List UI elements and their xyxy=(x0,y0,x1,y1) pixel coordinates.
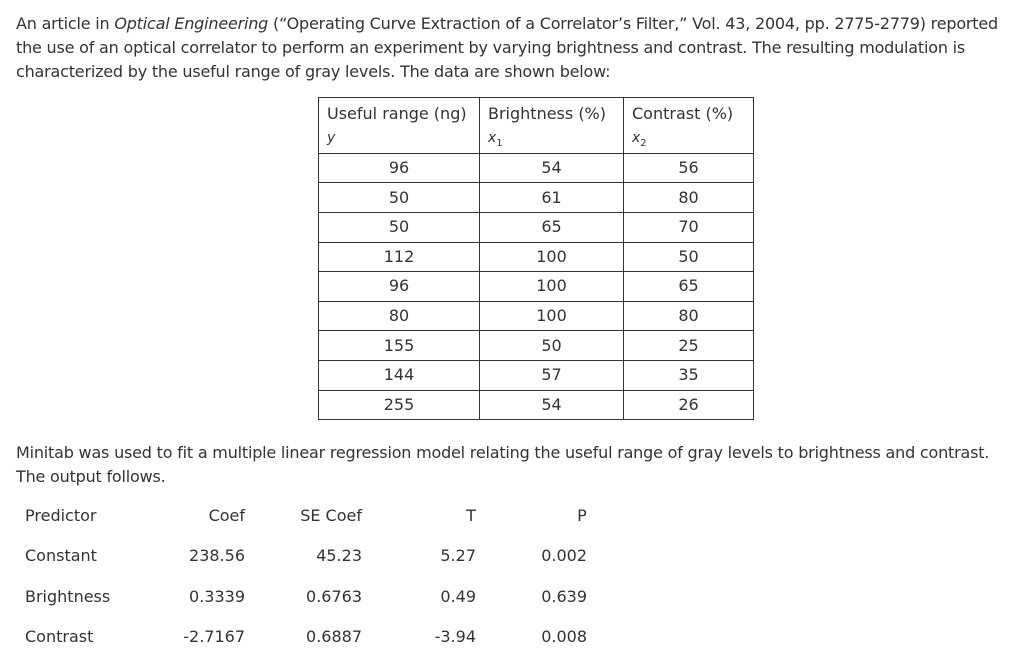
output-p: 0.002 xyxy=(541,546,587,565)
cell-useful-range: 50 xyxy=(319,212,480,242)
cell-useful-range: 112 xyxy=(319,242,480,272)
cell-contrast: 80 xyxy=(624,183,754,213)
output-se-coef: 0.6887 xyxy=(306,627,362,646)
table-row xyxy=(319,360,754,390)
cell-useful-range: 96 xyxy=(319,272,480,302)
output-se-coef: 0.6763 xyxy=(306,587,362,606)
table-row xyxy=(319,272,754,302)
cell-brightness: 100 xyxy=(480,272,624,302)
cell-contrast: 80 xyxy=(624,301,754,331)
intro-paragraph xyxy=(16,12,1012,84)
cell-brightness: 50 xyxy=(480,331,624,361)
cell-brightness: 100 xyxy=(480,242,624,272)
output-predictor: Contrast xyxy=(25,627,94,646)
table-row xyxy=(319,153,754,183)
cell-contrast: 56 xyxy=(624,153,754,183)
cell-contrast: 50 xyxy=(624,242,754,272)
cell-brightness: 54 xyxy=(480,390,624,420)
table-row xyxy=(319,331,754,361)
cell-useful-range: 144 xyxy=(319,360,480,390)
cell-brightness: 65 xyxy=(480,212,624,242)
header-useful-range xyxy=(319,98,480,154)
output-header-t: T xyxy=(466,506,476,525)
header-brightness xyxy=(480,98,624,154)
intro-text-before: An article in xyxy=(16,14,115,33)
table-row xyxy=(319,212,754,242)
output-header-predictor: Predictor xyxy=(25,506,97,525)
output-header-se-coef: SE Coef xyxy=(300,506,362,525)
header-name: Brightness (%) xyxy=(488,104,606,123)
header-contrast xyxy=(624,98,754,154)
cell-contrast: 70 xyxy=(624,212,754,242)
output-header-coef: Coef xyxy=(208,506,245,525)
table-row xyxy=(319,183,754,213)
cell-brightness: 61 xyxy=(480,183,624,213)
cell-useful-range: 96 xyxy=(319,153,480,183)
table-row xyxy=(319,301,754,331)
table-row xyxy=(319,242,754,272)
cell-contrast: 26 xyxy=(624,390,754,420)
header-name: Contrast (%) xyxy=(632,104,734,123)
table-row xyxy=(319,390,754,420)
output-t: 0.49 xyxy=(440,587,476,606)
output-se-coef: 45.23 xyxy=(316,546,362,565)
journal-name: Optical Engineering xyxy=(114,14,269,33)
output-predictor: Constant xyxy=(25,546,97,565)
data-table-header-row xyxy=(319,98,754,154)
output-t: -3.94 xyxy=(434,627,476,646)
cell-contrast: 65 xyxy=(624,272,754,302)
output-t: 5.27 xyxy=(440,546,476,565)
cell-brightness: 100 xyxy=(480,301,624,331)
cell-useful-range: 80 xyxy=(319,301,480,331)
cell-useful-range: 155 xyxy=(319,331,480,361)
output-coef: -2.7167 xyxy=(183,627,245,646)
header-symbol: $x_1$ xyxy=(488,130,503,149)
cell-brightness: 54 xyxy=(480,153,624,183)
minitab-paragraph: Minitab was used to fit a multiple linear regression model relating the useful range of gray levels to brightness and contrast. The output follows. xyxy=(16,443,990,486)
header-name: Useful range (ng) xyxy=(327,104,467,123)
output-coef: 238.56 xyxy=(189,546,245,565)
intro-text-after: (“Operating Curve Extraction of a Correlator’s Filter,” Vol. 43, 2004, pp. 2775-2779) reported the use of an optical correlator to perform an experiment by varying brightness and contrast. The resulting modulation is characterized by the useful range of gray levels. The data are shown below: xyxy=(16,14,998,81)
output-p: 0.639 xyxy=(541,587,587,606)
data-table xyxy=(318,97,754,420)
header-symbol: $x_2$ xyxy=(632,130,647,149)
output-predictor: Brightness xyxy=(25,587,111,606)
output-header-p: P xyxy=(577,506,587,525)
cell-contrast: 25 xyxy=(624,331,754,361)
cell-contrast: 35 xyxy=(624,360,754,390)
cell-useful-range: 50 xyxy=(319,183,480,213)
output-p: 0.008 xyxy=(541,627,587,646)
cell-brightness: 57 xyxy=(480,360,624,390)
header-symbol: y xyxy=(327,130,336,146)
output-coef: 0.3339 xyxy=(189,587,245,606)
cell-useful-range: 255 xyxy=(319,390,480,420)
